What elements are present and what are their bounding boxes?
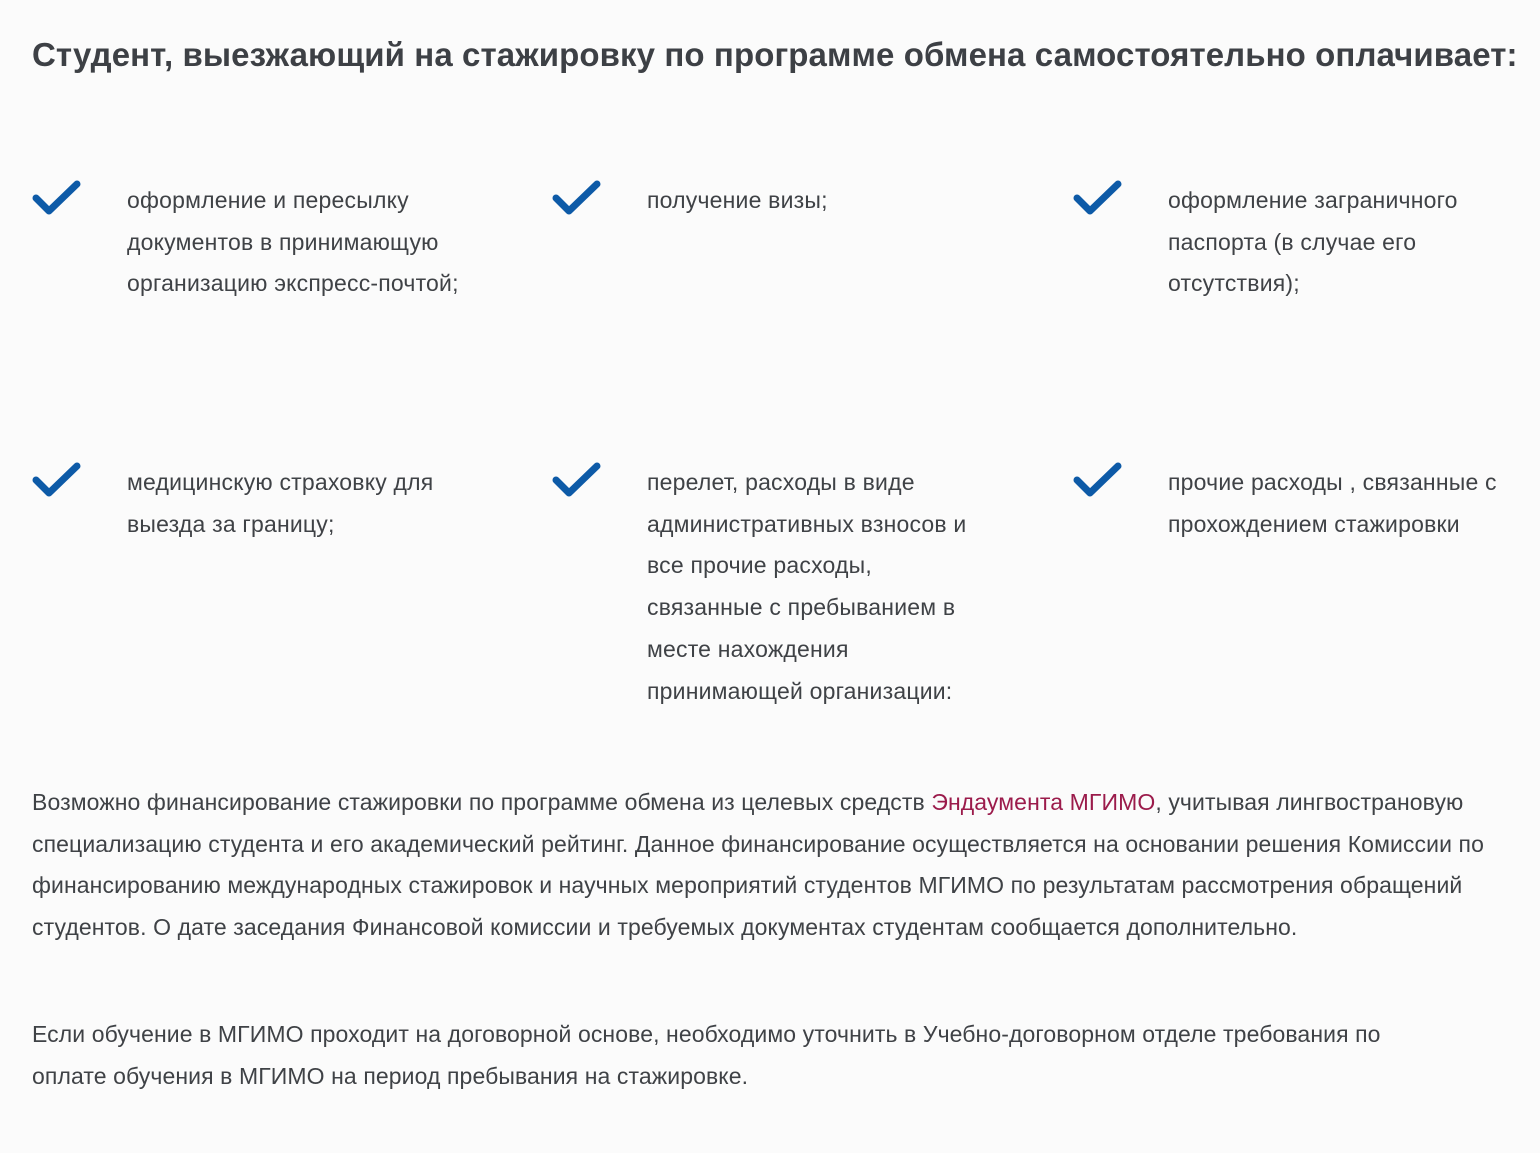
expense-item-text: прочие расходы , связанные с прохождением стажировки — [1168, 469, 1497, 537]
contract-paragraph: Если обучение в МГИМО проходит на договорной основе, необходимо уточнить в Учебно-договорном отделе требования по оплате обучения в МГИМО на период пребывания на стажировке. — [32, 1021, 1381, 1089]
checkmark-icon — [32, 460, 82, 500]
expense-item-text: перелет, расходы в виде административных взносов и все прочие расходы, связанные с пребыванием в месте нахождения принимающей организации: — [647, 469, 967, 704]
expense-item-text: оформление и пересылку документов в принимающую организацию экспресс-почтой; — [127, 187, 459, 297]
checkmark-icon — [1073, 460, 1123, 500]
funding-text-start: Возможно финансирование стажировки по программе обмена из целевых средств — [32, 789, 932, 815]
page-heading: Студент, выезжающий на стажировку по программе обмена самостоятельно оплачивает: — [32, 36, 1518, 73]
endowment-link[interactable]: Эндаумента МГИМО — [931, 789, 1156, 815]
funding-paragraph — [32, 782, 1522, 949]
expense-item-text: оформление заграничного паспорта (в случае его отсутствия); — [1168, 187, 1458, 297]
funding-text-end: , учитывая лингвострановую специализацию студента и его академический рейтинг. Данное финансирование осуществляется на основании решения Комиссии по финансированию международных стажировок и научных мероприятий студентов МГИМО по результатам рассмотрения обращений студентов. О дате заседания Финансовой комиссии и требуемых документах студентам сообщается дополнительно. — [32, 789, 1484, 941]
checkmark-icon — [1073, 178, 1123, 218]
expense-item-text: получение визы; — [647, 187, 828, 213]
expense-item-text: медицинскую страховку для выезда за границу; — [127, 469, 434, 537]
checkmark-icon — [552, 178, 602, 218]
checkmark-icon — [552, 460, 602, 500]
checkmark-icon — [32, 178, 82, 218]
